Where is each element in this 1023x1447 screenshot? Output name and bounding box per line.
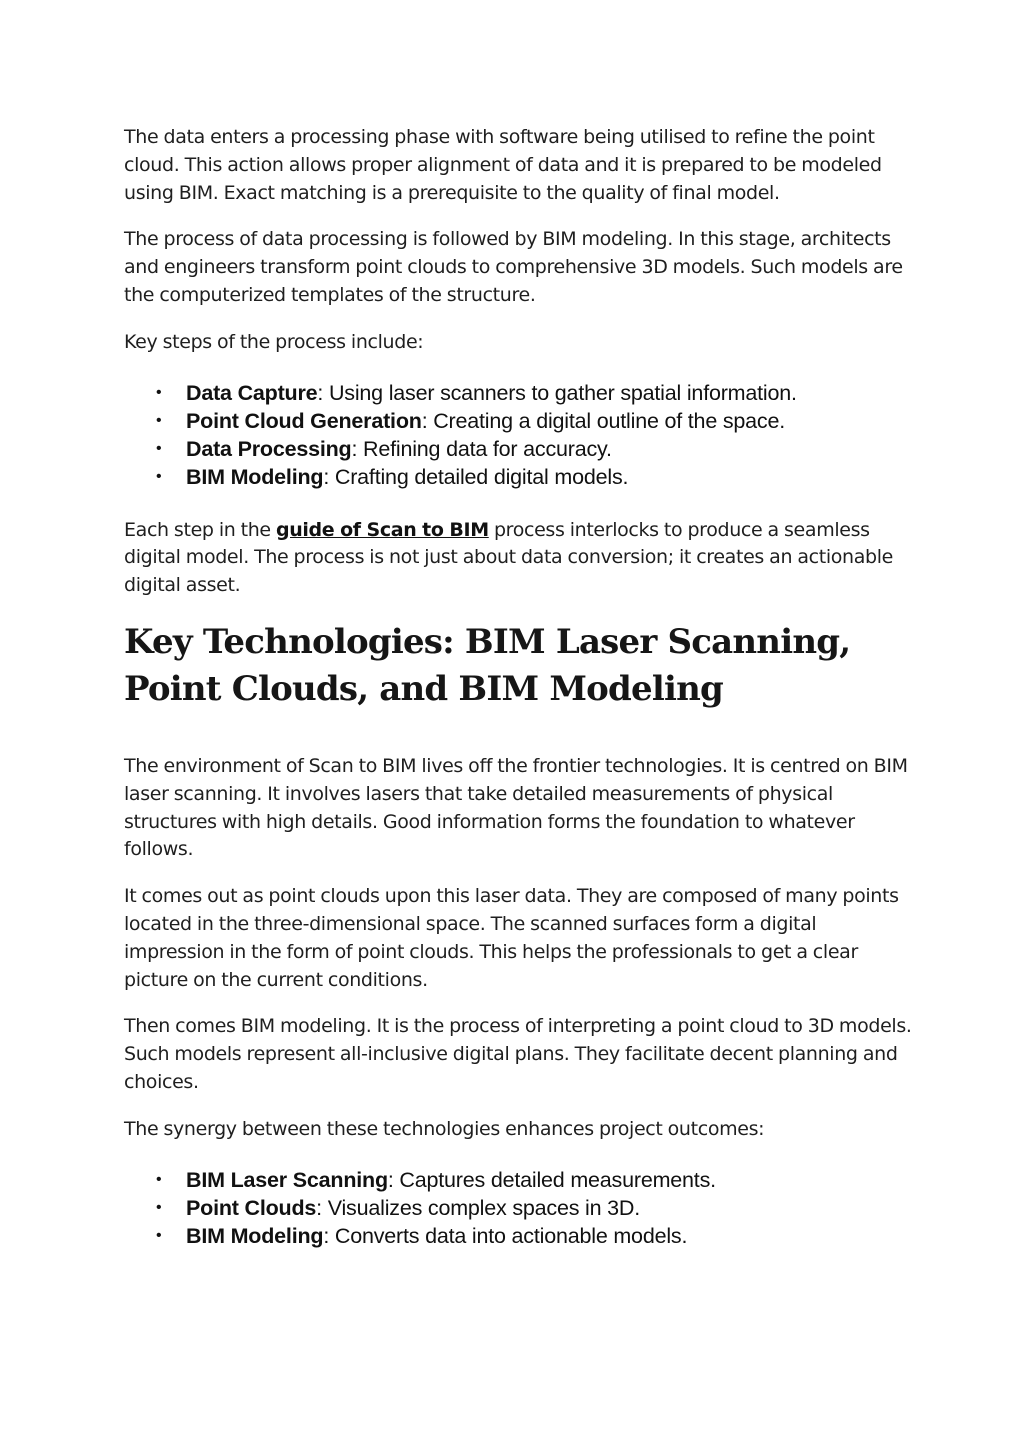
paragraph-bim-modeling: The process of data processing is followed by BIM modeling. In this stage, architects and engineers transform point clouds to comprehensive 3D models. Such models are the computerized templates of the structure. <box>124 228 903 306</box>
paragraph-point-clouds: It comes out as point clouds upon this laser data. They are composed of many points located in the three-dimensional space. The scanned surfaces form a digital impression in the form of point clouds. This helps the professionals to get a clear picture on the current conditions. <box>124 885 899 991</box>
list-item <box>156 1166 914 1194</box>
list-item-term: Data Processing <box>186 436 352 461</box>
bullet-icon: • <box>156 467 162 485</box>
list-item-description: : Visualizes complex spaces in 3D. <box>316 1195 640 1220</box>
list-item <box>156 407 914 435</box>
bullet-icon: • <box>156 411 162 429</box>
section-heading-key-technologies: Key Technologies: BIM Laser Scanning, Point Clouds, and BIM Modeling <box>124 621 851 709</box>
paragraph-key-steps-intro: Key steps of the process include: <box>124 330 424 353</box>
list-item-term: BIM Laser Scanning <box>186 1167 388 1192</box>
document-page <box>124 124 914 1270</box>
paragraph-scan-to-bim-guide <box>124 517 914 600</box>
list-item-term: Data Capture <box>186 380 318 405</box>
list-item-term: Point Clouds <box>186 1195 317 1220</box>
guide-of-scan-to-bim-link[interactable]: guide of Scan to BIM <box>275 518 489 541</box>
list-item <box>156 379 914 407</box>
list-item-description: : Using laser scanners to gather spatial information. <box>317 380 797 405</box>
list-item-description: : Crafting detailed digital models. <box>323 464 629 489</box>
paragraph-text-after-link: process interlocks to produce a seamless digital model. The process is not just about data conversion; it creates an actionable digital asset. <box>124 518 893 597</box>
list-item-term: BIM Modeling <box>186 464 324 489</box>
bullet-icon: • <box>156 1198 162 1216</box>
bullet-icon: • <box>156 439 162 457</box>
list-item-description: : Converts data into actionable models. <box>323 1223 688 1248</box>
key-steps-list <box>124 379 914 491</box>
list-item <box>156 463 914 491</box>
list-item-term: BIM Modeling <box>186 1223 324 1248</box>
paragraph-synergy-intro: The synergy between these technologies enhances project outcomes: <box>124 1117 765 1140</box>
bullet-icon: • <box>156 1170 162 1188</box>
paragraph-bim-modeling-process: Then comes BIM modeling. It is the process of interpreting a point cloud to 3D models. Such models represent all-inclusive digital plans. They facilitate decent planning and choices. <box>124 1015 912 1093</box>
list-item-description: : Refining data for accuracy. <box>351 436 612 461</box>
list-item <box>156 1222 914 1250</box>
list-item <box>156 435 914 463</box>
list-item-term: Point Cloud Generation <box>186 408 422 433</box>
list-item-description: : Captures detailed measurements. <box>387 1167 716 1192</box>
bullet-icon: • <box>156 383 162 401</box>
paragraph-processing-phase: The data enters a processing phase with software being utilised to refine the point cloud. This action allows proper alignment of data and it is prepared to be modeled using BIM. Exact matching is a prerequisite to the quality of final model. <box>124 126 882 204</box>
paragraph-environment: The environment of Scan to BIM lives off the frontier technologies. It is centred on BIM laser scanning. It involves lasers that take detailed measurements of physical structures with high details. Good information forms the foundation to whatever follows. <box>124 754 908 861</box>
synergy-list <box>124 1166 914 1250</box>
paragraph-text-before-link: Each step in the <box>124 518 276 541</box>
bullet-icon: • <box>156 1226 162 1244</box>
list-item-description: : Creating a digital outline of the space. <box>421 408 785 433</box>
list-item <box>156 1194 914 1222</box>
